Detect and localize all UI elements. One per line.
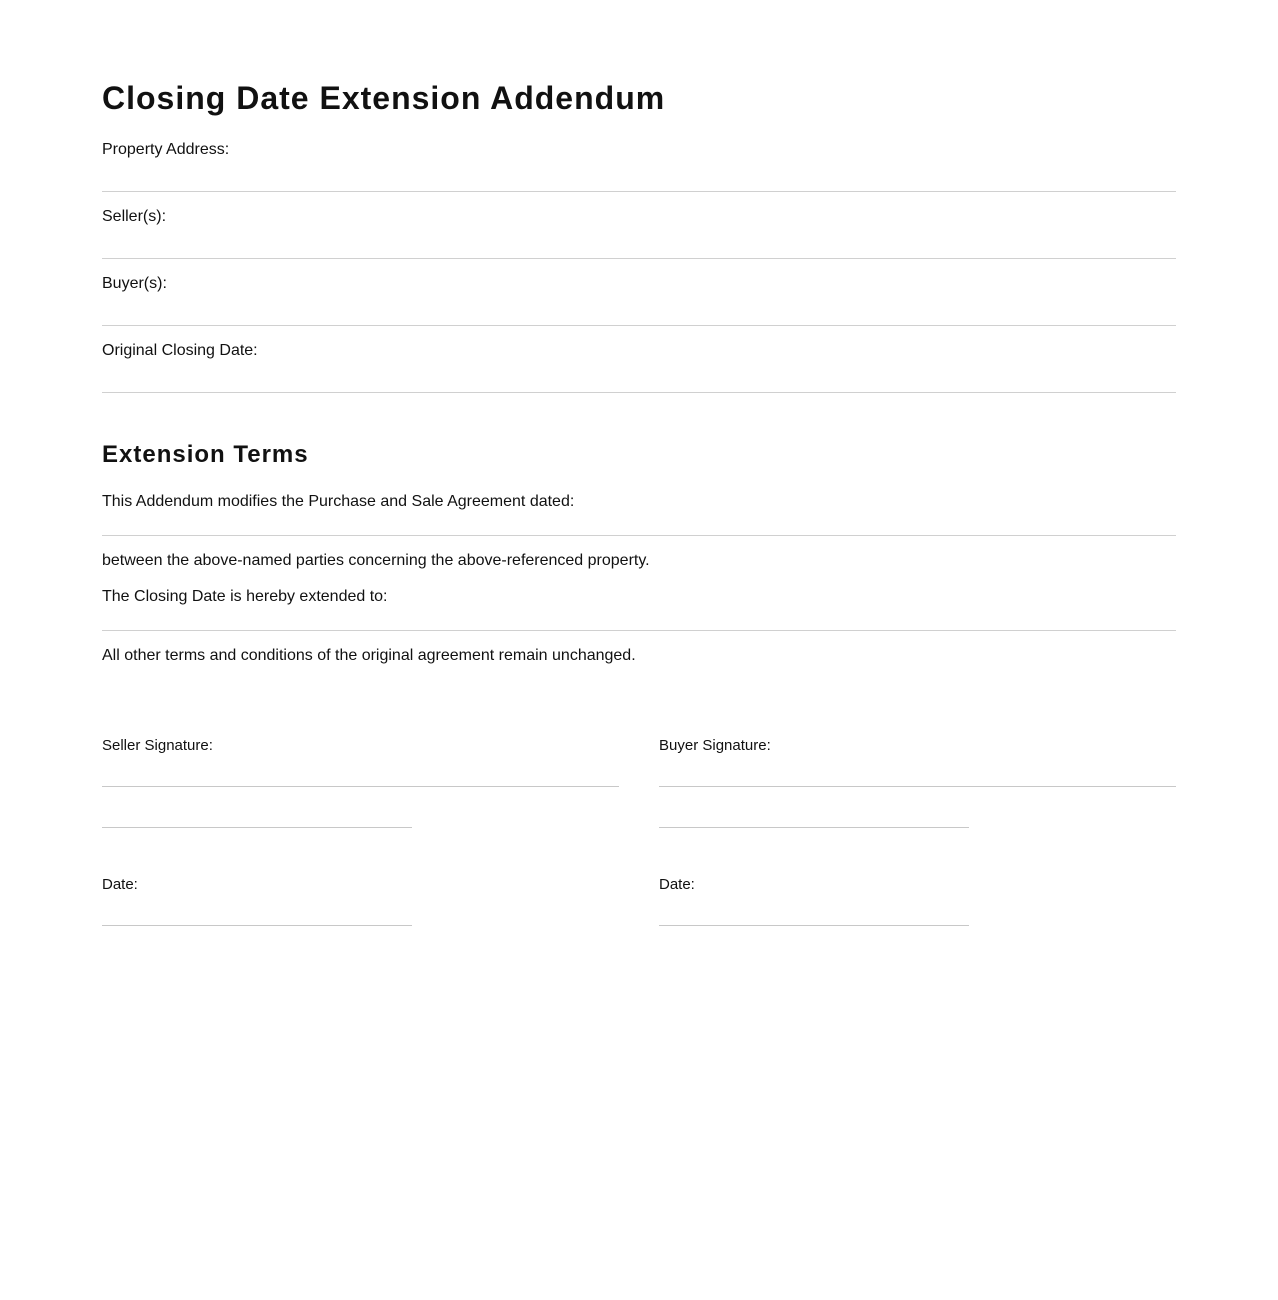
seller-signature-label: Seller Signature: <box>102 737 213 754</box>
page-title: Closing Date Extension Addendum <box>102 80 666 116</box>
original-closing-date-field[interactable] <box>102 392 1176 393</box>
seller-signature-field[interactable] <box>102 786 619 787</box>
sellers-field[interactable] <box>102 258 1176 259</box>
buyers-label: Buyer(s): <box>102 275 167 292</box>
sellers-label: Seller(s): <box>102 208 167 225</box>
property-address-field[interactable] <box>102 191 1176 192</box>
extended-to-field[interactable] <box>102 630 1176 631</box>
seller-date-field[interactable] <box>102 925 412 926</box>
between-parties-text: between the above-named parties concerning the above-referenced property. <box>102 552 650 569</box>
unchanged-terms-text: All other terms and conditions of the original agreement remain unchanged. <box>102 647 636 664</box>
buyer-signature-field[interactable] <box>659 786 1176 787</box>
buyer-name-field[interactable] <box>659 827 969 828</box>
buyer-date-field[interactable] <box>659 925 969 926</box>
seller-date-label: Date: <box>102 876 138 893</box>
extension-terms-heading: Extension Terms <box>102 441 309 468</box>
original-closing-date-label: Original Closing Date: <box>102 342 258 359</box>
seller-name-field[interactable] <box>102 827 412 828</box>
buyer-signature-label: Buyer Signature: <box>659 737 771 754</box>
buyers-field[interactable] <box>102 325 1176 326</box>
property-address-label: Property Address: <box>102 141 230 158</box>
buyer-date-label: Date: <box>659 876 695 893</box>
agreement-dated-field[interactable] <box>102 535 1176 536</box>
agreement-dated-text: This Addendum modifies the Purchase and Sale Agreement dated: <box>102 493 575 510</box>
extended-to-text: The Closing Date is hereby extended to: <box>102 588 388 605</box>
